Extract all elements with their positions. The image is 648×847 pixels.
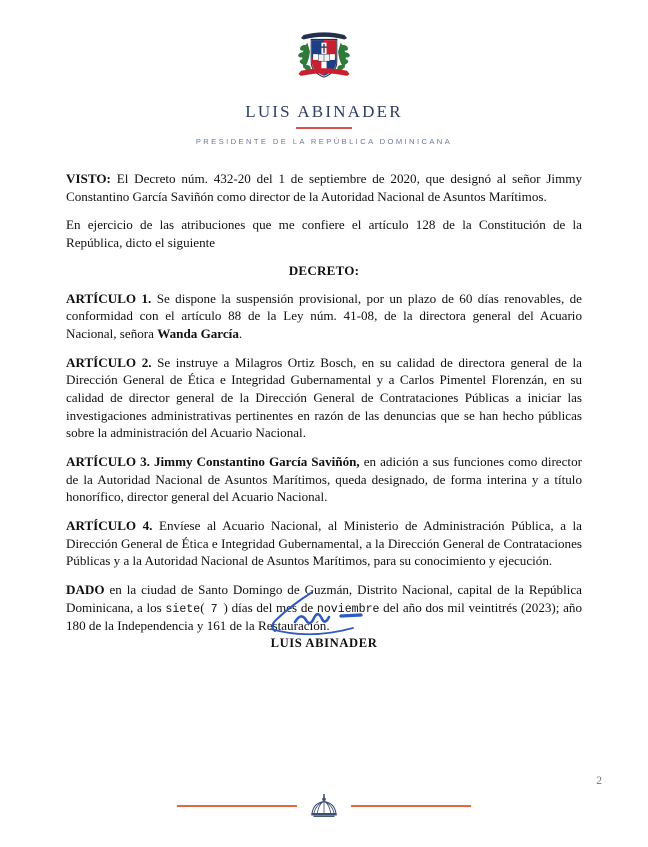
footer-rule-left (177, 805, 297, 807)
articulo-1-person-name: Wanda García (157, 326, 239, 342)
dado-day-word: siete (165, 602, 201, 616)
page-number: 2 (596, 775, 602, 787)
articulo-3-label: ARTÍCULO 3. (66, 454, 150, 470)
dado-text-end: del año dos mil veintitrés (2023); año 180 de la Independencia y 161 de la Restauración. (66, 599, 582, 634)
name-underline-rule (296, 127, 352, 129)
signer-name: LUIS ABINADER (270, 636, 378, 650)
paragraph-articulo-3 (66, 453, 582, 506)
capitol-dome-icon (309, 793, 339, 819)
footer-ornament (0, 793, 648, 819)
articulo-3-text: en adición a sus funciones como director de la Autoridad Nacional de Asuntos Marítimos, queda designado, de forma interina y a título honorífico, director general del Acuario Nacional. (66, 454, 582, 505)
dado-paren-close: ) (223, 599, 228, 615)
articulo-1-label: ARTÍCULO 1. (66, 290, 152, 306)
handwritten-signature-icon (249, 592, 399, 638)
document-footer (0, 775, 648, 829)
paragraph-visto (66, 170, 582, 205)
articulo-2-label: ARTÍCULO 2. (66, 354, 152, 370)
visto-label: VISTO: (66, 171, 111, 186)
articulo-2-text: Se instruye a Milagros Ortiz Bosch, en su calidad de directora general de la Dirección General de Ética e Integridad Gubernamental y a Carlos Pimentel Florenzán, en su calidad de director general de la Dirección General de Contrataciones Públicas a iniciar las investigaciones administrativas pertinentes en razón de las denuncias que se han hecho públicas sobre la administración del Acuario Nacional. (66, 354, 582, 441)
articulo-1-text: Se dispone la suspensión provisional, por un plazo de 60 días renovables, de conformidad con el artículo 88 de la Ley núm. 41-08, de la directora general del Acuario Nacional, señora (66, 290, 582, 342)
dominican-coat-of-arms-icon (292, 26, 356, 90)
footer-rule-right (351, 805, 471, 807)
dado-text: en la ciudad de Santo Domingo de Guzmán, Distrito Nacional, capital de la República Dominicana, a los (66, 582, 582, 615)
decreto-heading: DECRETO: (288, 262, 360, 278)
paragraph-articulo-2 (66, 354, 582, 442)
articulo-4-text: Envíese al Acuario Nacional, al Ministerio de Administración Pública, a la Dirección General de Ética e Integridad Gubernamental, a la Dirección General de Contrataciones Públicas y a la Autoridad Nacional de Asuntos Marítimos, para su conocimiento y ejecución. (66, 518, 582, 569)
decree-body (66, 170, 582, 635)
dado-paren-open: ( (200, 599, 205, 615)
document-header (0, 0, 648, 146)
paragraph-facultad: En ejercicio de las atribuciones que me confiere el artículo 128 de la Constitución de la República, dicto el siguiente (66, 217, 582, 251)
articulo-3-person-name: Jimmy Constantino García Saviñón, (149, 454, 360, 470)
articulo-1-text-end: . (238, 326, 243, 342)
articulo-4-label: ARTÍCULO 4. (66, 518, 153, 534)
dado-day-number: 7 (210, 602, 218, 616)
paragraph-articulo-4 (66, 517, 582, 570)
president-subtitle: PRESIDENTE DE LA REPÚBLICA DOMINICANA (195, 137, 453, 146)
paragraph-articulo-1 (66, 290, 582, 343)
president-name: LUIS ABINADER (245, 102, 403, 121)
visto-text: El Decreto núm. 432-20 del 1 de septiembre de 2020, que designó al señor Jimmy Constantino García Saviñón como director de la Autoridad Nacional de Asuntos Marítimos. (66, 171, 582, 204)
dado-label: DADO (66, 582, 105, 598)
dado-month: noviembre (316, 602, 380, 616)
signature-block (0, 592, 648, 651)
dado-text-middle: días del mes de (227, 599, 317, 615)
